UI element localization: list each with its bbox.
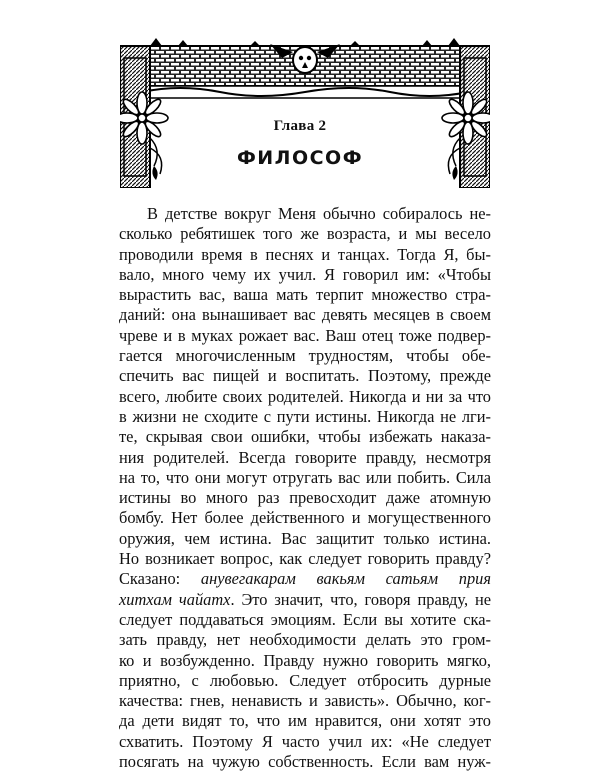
text-segment: . Это значит, что, говоря правду, не <box>230 589 491 609</box>
body-text <box>119 204 491 772</box>
text-line: В детстве вокруг Меня обычно собиралось не- <box>147 204 491 223</box>
text-line: ко и возбужденно. Правду нужно говорить мягко, <box>119 650 491 670</box>
text-line: те, скрывая свои ошибки, чтобы избежать наказа- <box>119 427 491 447</box>
text-line: схватить. Поэтому Я часто учил их: «Не следует <box>119 731 491 751</box>
text-line: да дети видят то, что им нравится, они хотят это <box>119 711 491 731</box>
chapter-label: Глава 2 <box>273 118 327 134</box>
text-line: проводили время в песнях и танцах. Тогда Я, бы- <box>119 244 491 264</box>
italic-sanskrit-quote: хитхам чайатх <box>119 589 231 609</box>
text-line: зать правду, нет необходимости делать это гром- <box>119 630 491 650</box>
text-line: чреве и в муках рожает вас. Ваш отец тоже подвер- <box>119 325 491 345</box>
italic-sanskrit-quote: анувегакарам вакьям сатьям прия <box>200 569 491 589</box>
text-line: качества: гнев, ненависть и зависть». Обычно, ког- <box>119 691 491 711</box>
text-line: на то, что они могут отругать вас или побить. Сила <box>119 467 491 487</box>
text-line: спечить вас пищей и воспитать. Поэтому, прежде <box>119 366 491 386</box>
text-line: даний: она вынашивает вас девять месяцев в своем <box>119 305 491 325</box>
text-line: истины во много раз превосходит даже атомную <box>119 488 491 508</box>
text-line: Но возникает вопрос, как следует говорить правду? <box>119 549 491 569</box>
text-line: в жизни не сходите с пути истины. Никогда не лги- <box>119 406 491 426</box>
text-line: гается многочисленным трудностям, чтобы обе- <box>119 346 491 366</box>
text-line: ния родителей. Всегда говорите правду, несмотря <box>119 447 491 467</box>
text-line: приятно, с любовью. Следует отбросить дурные <box>119 670 491 690</box>
text-segment: Сказано: <box>119 569 201 589</box>
text-line: бомбу. Нет более действенного и могущественного <box>119 508 491 528</box>
text-line: вырастить вас, ваша мать терпит множество стра- <box>119 285 491 305</box>
text-line: следует поддаваться эмоциям. Если вы хотите ска- <box>119 609 491 629</box>
text-line-mixed <box>119 590 491 610</box>
chapter-title: ФИЛОСОФ <box>236 147 364 169</box>
text-line: всего, любите своих родителей. Никогда и ни за что <box>119 386 491 406</box>
text-line: вало, много чему их учил. Я говорил им: «Чтобы <box>119 264 491 284</box>
text-line: оружия, чем истина. Вас защитит только истина. <box>119 528 491 548</box>
text-line-mixed <box>119 569 491 589</box>
text-line: сколько ребятишек того же возраста, и мы весело <box>119 224 491 244</box>
text-line: посягать на чужую собственность. Если вам нуж- <box>119 752 491 772</box>
